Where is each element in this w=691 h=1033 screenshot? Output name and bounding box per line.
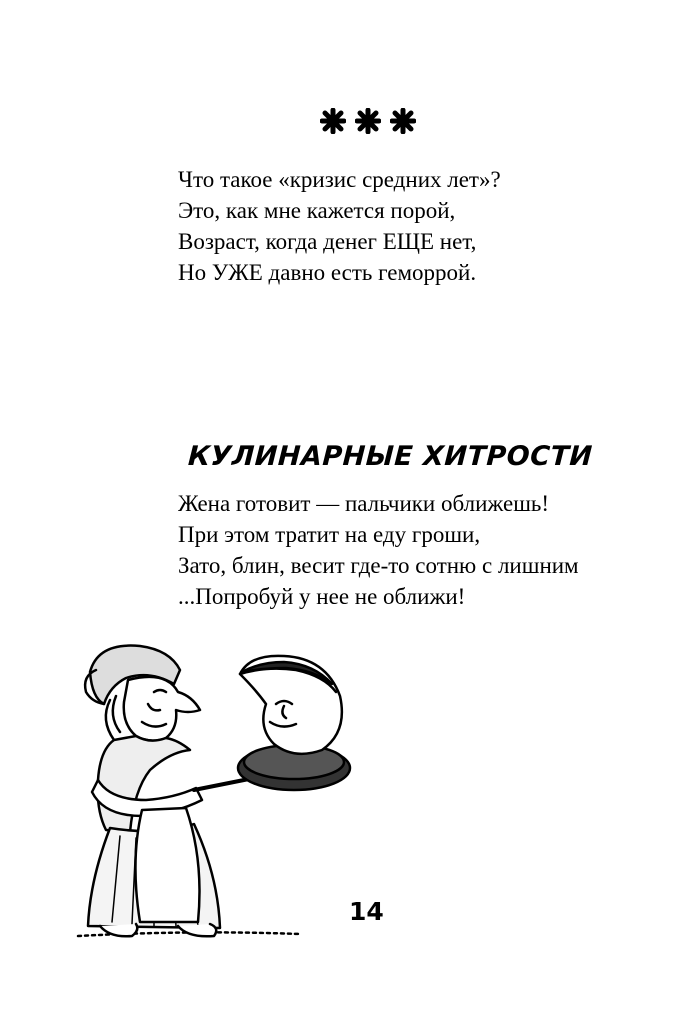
poem-culinary-tricks	[178, 488, 579, 612]
section-separator	[0, 108, 691, 148]
asterisk-icon	[355, 108, 381, 134]
woman-with-frying-pan-illustration	[70, 640, 360, 945]
poem-line: Но УЖЕ давно есть геморрой.	[178, 260, 477, 285]
poem-line: При этом тратит на еду гроши,	[178, 522, 481, 547]
asterisk-icon	[390, 108, 416, 134]
asterisk-icon	[320, 108, 346, 134]
section-title: КУЛИНАРНЫЕ ХИТРОСТИ	[187, 441, 594, 472]
poem-line: Возраст, когда денег ЕЩЕ нет,	[178, 229, 477, 254]
poem-midlife-crisis	[178, 164, 501, 288]
poem-line: Зато, блин, весит где-то сотню с лишним	[178, 553, 579, 578]
poem-line: Что такое «кризис средних лет»?	[178, 167, 501, 192]
page-number: 14	[349, 897, 384, 926]
poem-line: Жена готовит — пальчики оближешь!	[178, 491, 550, 516]
poem-line: Это, как мне кажется порой,	[178, 198, 456, 223]
poem-line: ...Попробуй у нее не оближи!	[178, 584, 466, 609]
